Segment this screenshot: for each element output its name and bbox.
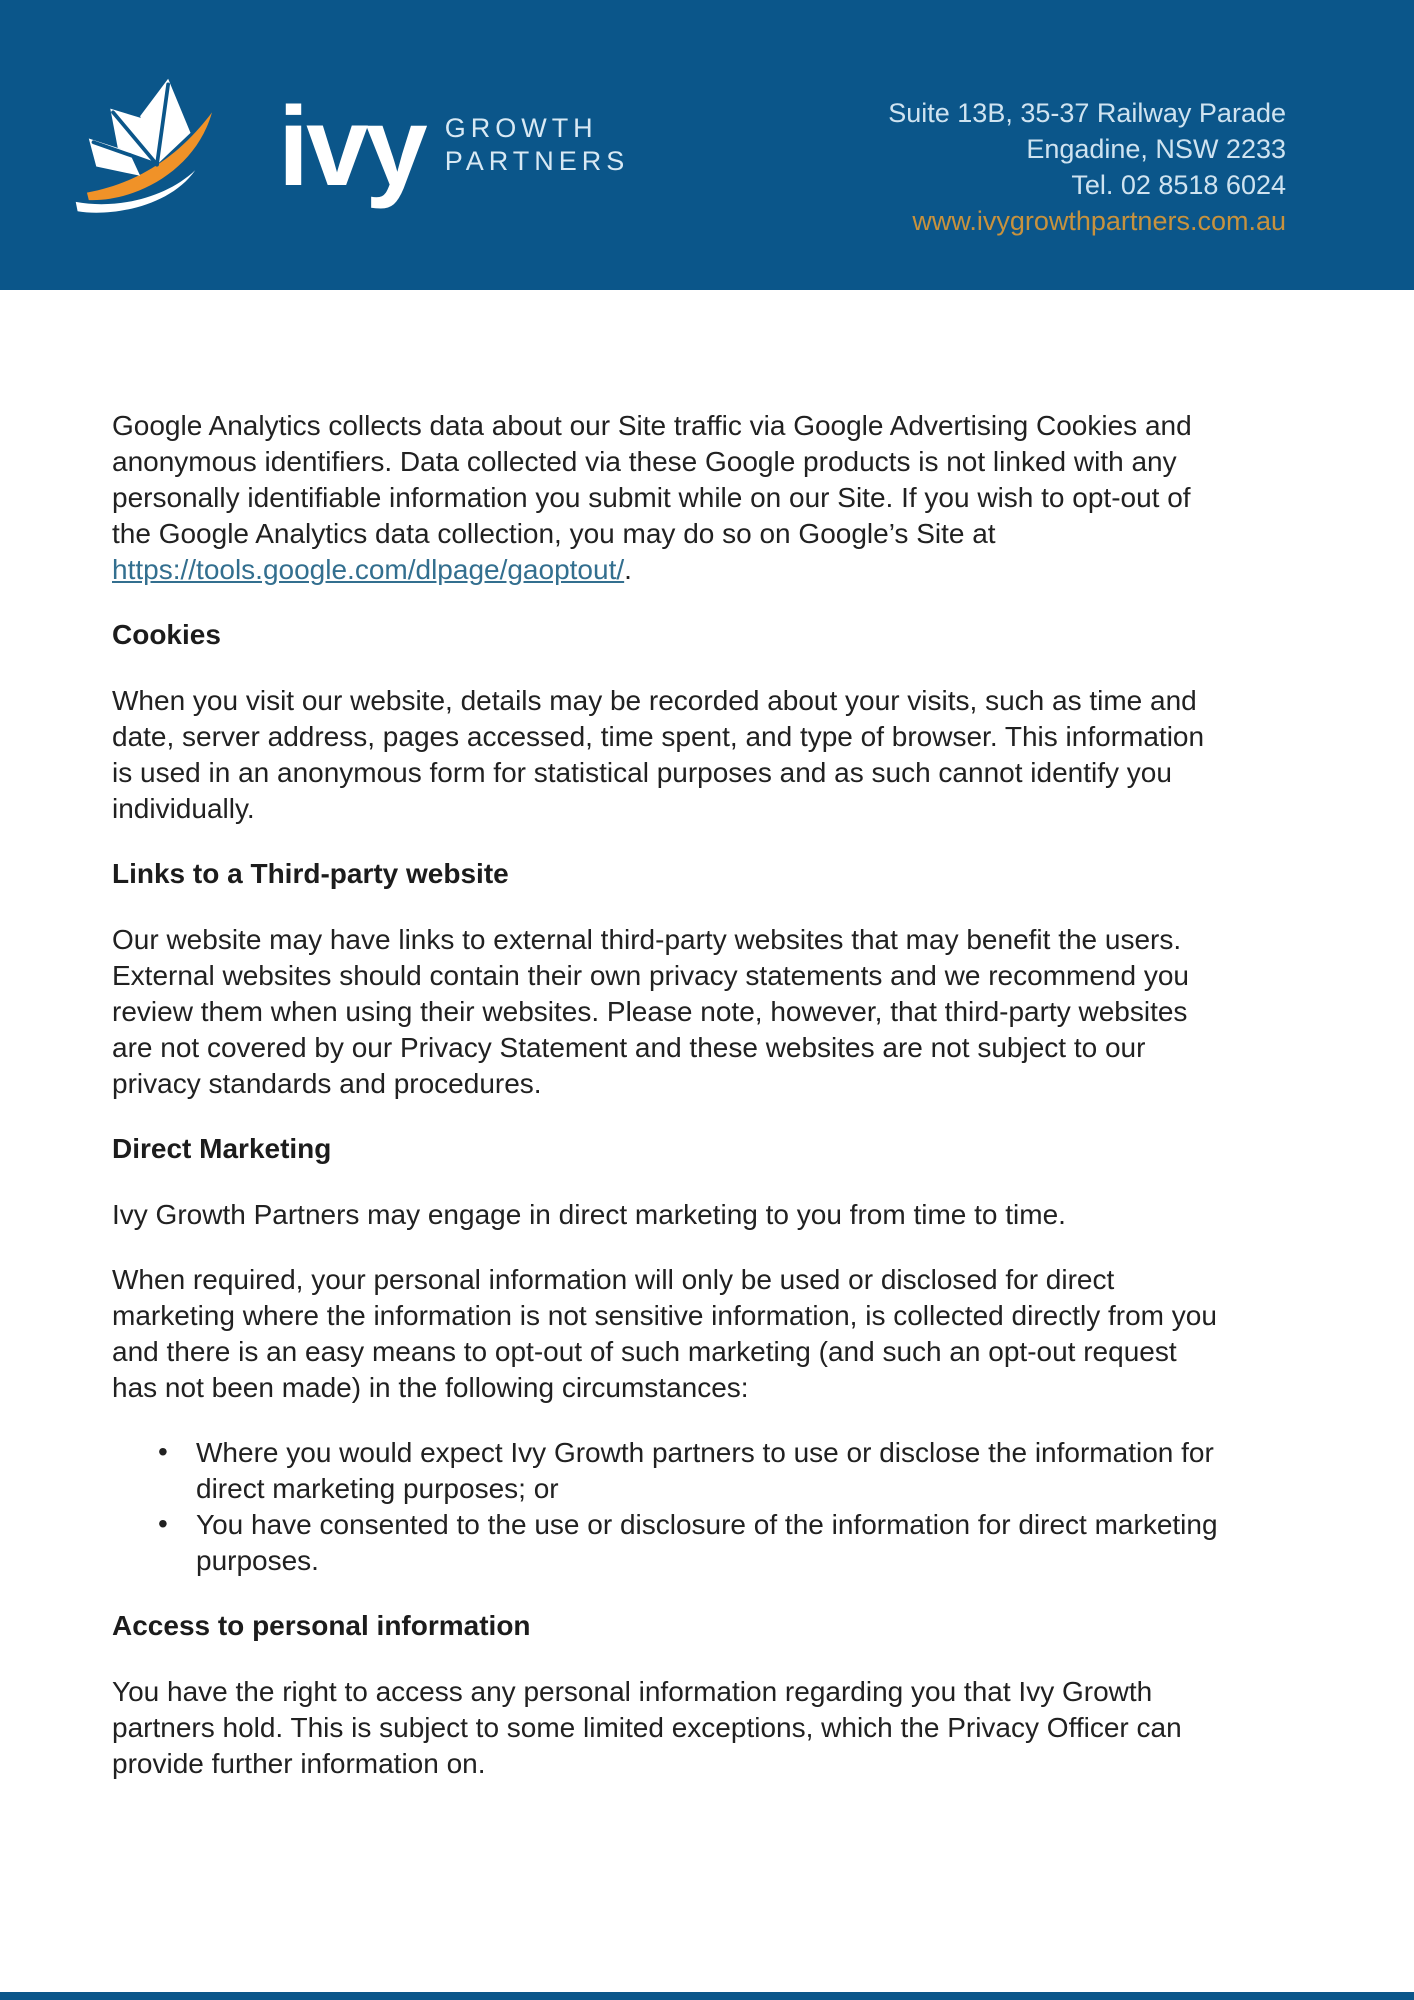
letterhead-header <box>0 0 1414 290</box>
access-information-paragraph: You have the right to access any personal information regarding you that Ivy Growth partners hold. This is subject to some limited exceptions, which the Privacy Officer can provide further information on. <box>112 1676 1182 1779</box>
contact-info <box>888 95 1286 239</box>
intro-text-before-link: Google Analytics collects data about our Site traffic via Google Advertising Cookies and anonymous identifiers. Data collected via these Google products is not linked with any personally identifiable information you submit while on our Site. If you wish to opt-out of the Google Analytics data collection, you may do so on Google’s Site at <box>112 410 1192 549</box>
address-line-2: Engadine, NSW 2233 <box>1026 134 1286 164</box>
section-heading-access-personal-information: Access to personal information <box>112 1610 531 1641</box>
section-heading-cookies: Cookies <box>112 619 221 650</box>
company-logo <box>72 72 629 218</box>
logo-tagline-line2: PARTNERS <box>444 146 630 176</box>
google-optout-link[interactable]: https://tools.google.com/dlpage/gaoptout/ <box>112 554 625 585</box>
direct-marketing-paragraph-1: Ivy Growth Partners may engage in direct marketing to you from time to time. <box>112 1199 1066 1230</box>
footer-accent-bar <box>0 1992 1414 2000</box>
address-line-1: Suite 13B, 35-37 Railway Parade <box>888 98 1286 128</box>
section-heading-direct-marketing: Direct Marketing <box>112 1133 332 1164</box>
direct-marketing-paragraph-2: When required, your personal information will only be used or disclosed for direct marketing where the information is not sensitive information, is collected directly from you and there is an easy means to opt-out of such marketing (and such an opt-out request has not been made) in the following circumstances: <box>112 1264 1217 1403</box>
logo-tagline-line1: GROWTH <box>444 113 598 143</box>
direct-marketing-bullet-list <box>112 1435 1218 1579</box>
third-party-links-paragraph: Our website may have links to external third-party websites that may benefit the users. External websites should contain their own privacy statements and we recommend you review them when using their websites. Please note, however, that third-party websites are not covered by our Privacy Statement and these websites are not subject to our privacy standards and procedures. <box>112 924 1189 1099</box>
phone-number: Tel. 02 8518 6024 <box>1071 170 1286 200</box>
intro-text-after-link: . <box>624 554 632 585</box>
section-heading-third-party-links: Links to a Third-party website <box>112 858 509 889</box>
logo-brand-text: ivy <box>278 84 425 209</box>
bullet-item: • You have consented to the use or disclosure of the information for direct marketing purposes. <box>158 1507 1218 1579</box>
bullet-item: • Where you would expect Ivy Growth partners to use or disclose the information for direct marketing purposes; or <box>158 1435 1218 1507</box>
intro-paragraph <box>112 408 1218 588</box>
document-body <box>0 290 1330 1782</box>
cookies-paragraph: When you visit our website, details may be recorded about your visits, such as time and date, server address, pages accessed, time spent, and type of browser. This information is used in an anonymous form for statistical purposes and as such cannot identify you individually. <box>112 685 1205 824</box>
website-url[interactable]: www.ivygrowthpartners.com.au <box>912 206 1286 236</box>
logo-tagline <box>445 112 630 178</box>
ivy-leaf-swoosh-icon <box>72 72 268 218</box>
